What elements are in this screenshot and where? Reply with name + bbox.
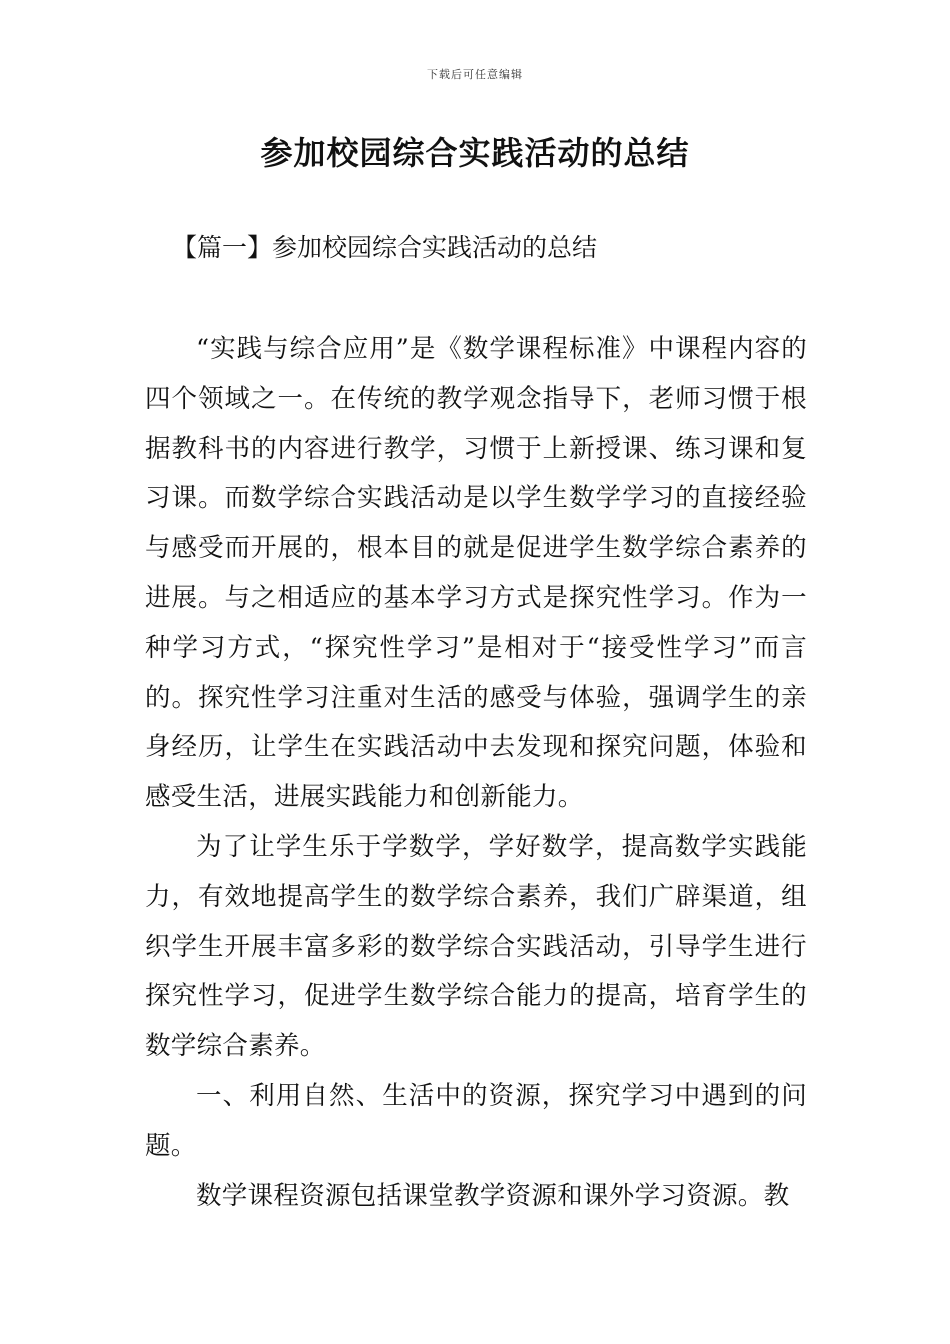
header-note: 下载后可任意编辑 xyxy=(427,68,523,81)
document-title: 参加校园综合实践活动的总结 xyxy=(260,134,690,172)
paragraph-intro: “实践与综合应用”是《数学课程标准》中课程内容的四个领域之一。在传统的教学观念指导下，老师习惯于根据教科书的内容进行教学，习惯于上新授课、练习课和复习课。而数学综合实践活动是以学生数学学习的直接经验与感受而开展的，根本目的就是促进学生数学综合素养的进展。与之相适应的基本学习方式是探究性学习。作为一种学习方式，“探究性学习”是相对于“接受性学习”而言的。探究性学习注重对生活的感受与体验，强调学生的亲身经历，让学生在实践活动中去发现和探究问题，体验和感受生活，进展实践能力和创新能力。 xyxy=(145,334,807,813)
paragraph-resources: 数学课程资源包括课堂教学资源和课外学习资源。教 xyxy=(196,1180,790,1211)
paragraph-purpose: 为了让学生乐于学数学，学好数学，提高数学实践能力，有效地提高学生的数学综合素养，我们广辟渠道，组织学生开展丰富多彩的数学综合实践活动，引导学生进行探究性学习，促进学生数学综合能力的提高，培育学生的数学综合素养。 xyxy=(145,831,807,1062)
section-heading: 【篇一】参加校园综合实践活动的总结 xyxy=(172,233,598,262)
paragraph-point-one: 一、利用自然、生活中的资源，探究学习中遇到的问题。 xyxy=(145,1080,807,1161)
document-body xyxy=(145,325,807,1221)
